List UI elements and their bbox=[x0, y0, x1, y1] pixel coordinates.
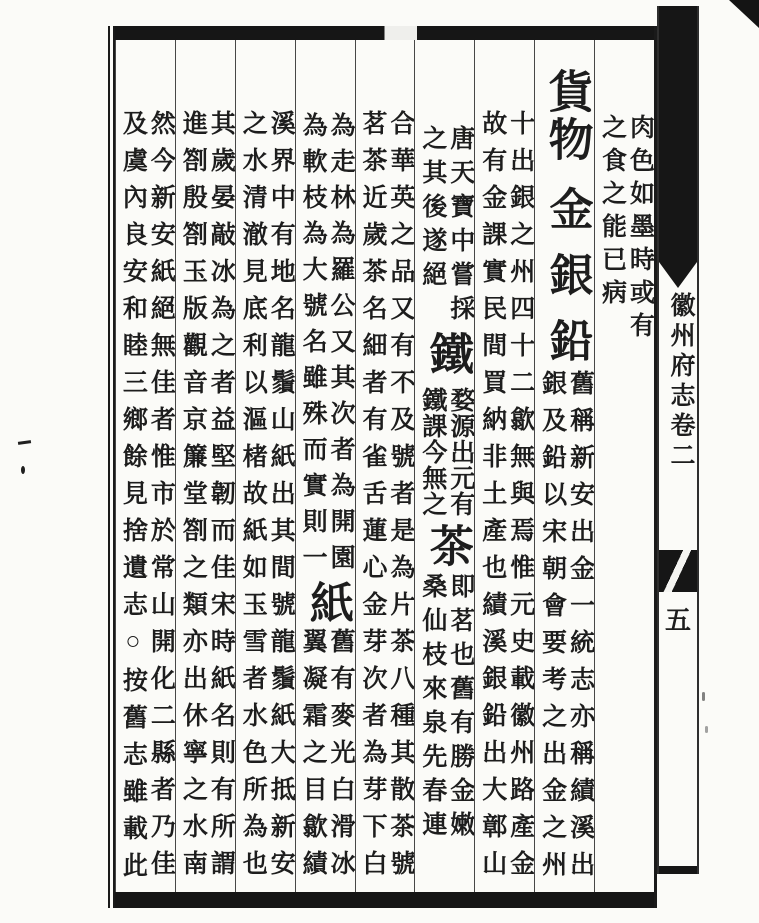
double-line-note bbox=[417, 125, 473, 329]
double-line-note bbox=[297, 628, 353, 887]
section-heading-goods: 貨物 bbox=[541, 68, 592, 164]
text-column-2 bbox=[534, 40, 594, 892]
text-column-4 bbox=[414, 40, 474, 892]
text-columns bbox=[115, 40, 654, 892]
double-line-note bbox=[297, 112, 353, 580]
entry-char-tea: 茶 bbox=[422, 523, 472, 567]
spine-black-bar bbox=[659, 6, 697, 262]
note-column-left: 之其後遂絕 bbox=[418, 125, 446, 295]
ink-speck bbox=[702, 692, 705, 701]
text-column-8 bbox=[175, 40, 235, 892]
note-column-left: 之水清澈見底利以漚楮故紙如玉雪者水色所為也 bbox=[239, 110, 267, 887]
note-column-left: 鐵課今無之 bbox=[418, 387, 446, 517]
note-column-left: 及虞內良安和睦三鄉餘見捨遺志○按舊志雖載此 bbox=[119, 110, 147, 889]
entry-char-silver: 銀 bbox=[542, 252, 592, 296]
double-line-note bbox=[177, 110, 233, 887]
note-column-left: 進劄殷劄玉版觀音京簾堂劄之類亦出休寧之水南 bbox=[179, 110, 207, 887]
note-column-right: 然今新安紙絕無佳者惟市於常山開化二縣者乃佳 bbox=[147, 110, 175, 887]
note-column-right: 合華英之品又有不及號者是為片茶八種其散茶號 bbox=[386, 110, 414, 887]
double-line-note bbox=[597, 114, 653, 345]
note-column-right: 婺源出元有 bbox=[446, 387, 474, 517]
note-column-left: 翼凝霜之目歙績 bbox=[299, 628, 327, 887]
text-column-5 bbox=[355, 40, 415, 892]
note-column-left: 茗茶近歲茶名細者有雀舌蓮心金芽次者為芽下白 bbox=[358, 110, 386, 887]
ink-speck bbox=[705, 726, 708, 733]
note-column-right: 舊稱新安出金一統志亦稱績溪出 bbox=[566, 370, 594, 888]
ink-speck bbox=[21, 466, 25, 474]
note-column-right: 肉色如墨時或有 bbox=[626, 114, 654, 345]
text-column-6 bbox=[295, 40, 355, 892]
spine-column bbox=[657, 6, 699, 874]
double-line-note bbox=[357, 110, 413, 887]
text-column-7 bbox=[235, 40, 295, 892]
frame-bottom-border bbox=[115, 892, 654, 908]
double-line-note bbox=[417, 387, 473, 517]
note-column-right: 其歲晏敲冰為之者益堅韌而佳宋時紙名則有所謂 bbox=[207, 110, 235, 887]
double-line-note bbox=[537, 370, 593, 888]
note-column-right: 溪界中有地名龍鬚山紙出其間號龍鬚紙大抵新安 bbox=[267, 110, 295, 887]
entry-char-lead: 鉛 bbox=[542, 318, 592, 362]
note-column-left: 為軟枝為大號名雖殊而實則一 bbox=[299, 112, 327, 580]
spine-foot-bar bbox=[659, 866, 697, 874]
note-column-right: 唐天寶中嘗採 bbox=[446, 125, 474, 329]
note-column-left: 之食之能已病 bbox=[598, 114, 626, 312]
note-column-left: 銀及鉛以宋朝會要考之出金之州 bbox=[538, 370, 566, 888]
ink-speck bbox=[18, 440, 31, 445]
entry-char-paper: 紙 bbox=[303, 580, 353, 624]
frame-top-border bbox=[115, 26, 654, 40]
spine-title: 徽州府志卷二 bbox=[667, 292, 694, 472]
entry-char-iron: 鐵 bbox=[422, 331, 472, 375]
double-line-note bbox=[117, 110, 173, 889]
text-column-1 bbox=[594, 40, 654, 892]
text-block-frame bbox=[108, 26, 657, 908]
note-column-left: 桑仙枝來泉先春連 bbox=[418, 573, 446, 845]
page-number-label: 五 bbox=[664, 606, 691, 635]
scan-artifact-corner bbox=[729, 0, 759, 28]
note-column-left: 故有金課實民間買納非土產也績溪銀鉛出大鄣山 bbox=[478, 110, 506, 887]
double-line-note bbox=[477, 110, 533, 887]
note-column-right: 為走林為羅公又其次者為開園 bbox=[327, 112, 355, 580]
entry-char-gold: 金 bbox=[542, 186, 592, 230]
note-column-right: 十出銀之州四十二歙無與焉惟元史載徽州路產金 bbox=[506, 110, 534, 887]
note-column-right: 即茗也舊有勝金嫩 bbox=[446, 573, 474, 845]
lower-fishtail-marker bbox=[659, 550, 697, 592]
text-column-9 bbox=[115, 40, 175, 892]
note-column-right: 舊有麥光白滑冰 bbox=[327, 628, 355, 887]
fishtail-marker bbox=[659, 262, 697, 288]
text-column-3 bbox=[474, 40, 534, 892]
double-line-note bbox=[237, 110, 293, 887]
double-line-note bbox=[417, 573, 473, 845]
